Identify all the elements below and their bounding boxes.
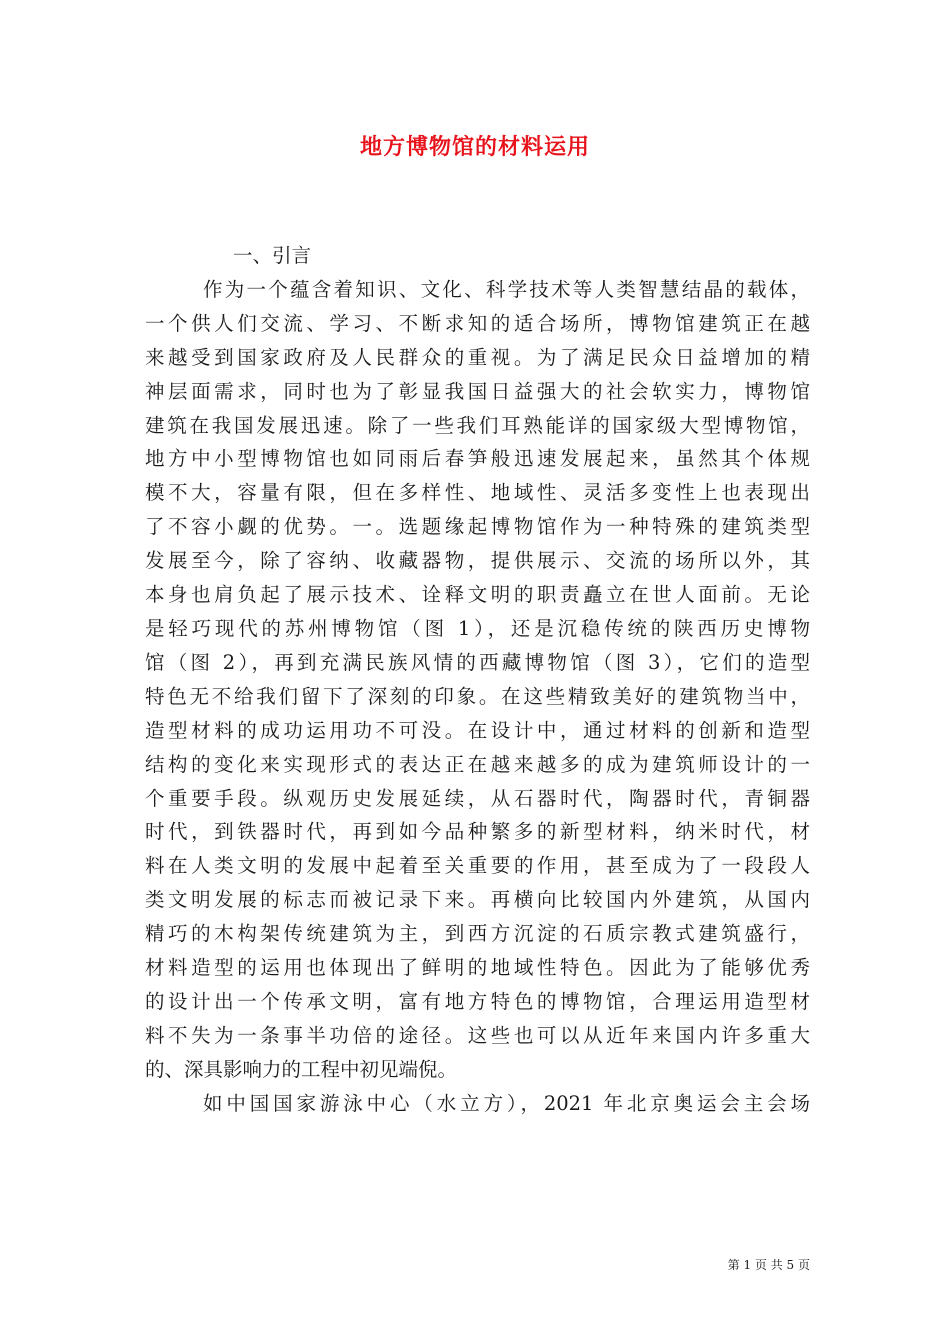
paragraph-line: 一个供人们交流、学习、不断求知的适合场所，博物馆建筑正在越 <box>145 311 810 335</box>
document-body <box>145 239 810 1121</box>
paragraph-line: 精巧的木构架传统建筑为主，到西方沉淀的石质宗教式建筑盛行， <box>145 922 810 946</box>
paragraph-line: 材料造型的运用也体现出了鲜明的地域性特色。因此为了能够优秀 <box>145 956 810 980</box>
paragraph-line: 模不大，容量有限，但在多样性、地域性、灵活多变性上也表现出 <box>145 481 810 505</box>
paragraph-next <box>145 1087 810 1121</box>
page-number: 第 1 页 共 5 页 <box>727 1258 810 1272</box>
paragraph-line: 料不失为一条事半功倍的途径。这些也可以从近年来国内许多重大 <box>145 1023 810 1047</box>
paragraph-intro <box>145 273 810 1087</box>
paragraph-line: 建筑在我国发展迅速。除了一些我们耳熟能详的国家级大型博物馆， <box>145 413 810 437</box>
paragraph-line: 了不容小觑的优势。一。选题缘起博物馆作为一种特殊的建筑类型 <box>145 515 810 539</box>
paragraph-line: 本身也肩负起了展示技术、诠释文明的职责矗立在世人面前。无论 <box>145 583 810 607</box>
paragraph-line: 地方中小型博物馆也如同雨后春笋般迅速发展起来，虽然其个体规 <box>145 447 810 471</box>
paragraph-line: 时代，到铁器时代，再到如今品种繁多的新型材料，纳米时代，材 <box>145 820 810 844</box>
section-heading: 一、引言 <box>233 244 312 267</box>
paragraph-line: 结构的变化来实现形式的表达正在越来越多的成为建筑师设计的一 <box>145 752 810 776</box>
paragraph-line: 作为一个蕴含着知识、文化、科学技术等人类智慧结晶的载体， <box>203 277 810 301</box>
paragraph-line: 特色无不给我们留下了深刻的印象。在这些精致美好的建筑物当中， <box>145 684 810 708</box>
paragraph-line: 神层面需求，同时也为了彰显我国日益强大的社会软实力，博物馆 <box>145 379 810 403</box>
paragraph-line: 类文明发展的标志而被记录下来。再横向比较国内外建筑，从国内 <box>145 888 810 912</box>
paragraph-line: 发展至今，除了容纳、收藏器物，提供展示、交流的场所以外，其 <box>145 549 810 573</box>
paragraph-line: 的、深具影响力的工程中初见端倪。 <box>145 1057 458 1081</box>
document-title: 地方博物馆的材料运用 <box>359 134 590 160</box>
paragraph-line: 造型材料的成功运用功不可没。在设计中，通过材料的创新和造型 <box>145 718 810 742</box>
paragraph-line: 的设计出一个传承文明，富有地方特色的博物馆，合理运用造型材 <box>145 989 810 1013</box>
paragraph-line: 是轻巧现代的苏州博物馆（图 1），还是沉稳传统的陕西历史博物 <box>145 616 810 640</box>
paragraph-line: 料在人类文明的发展中起着至关重要的作用，甚至成为了一段段人 <box>145 854 810 878</box>
paragraph-line: 馆（图 2），再到充满民族风情的西藏博物馆（图 3），它们的造型 <box>145 650 810 674</box>
paragraph-line: 如中国国家游泳中心（水立方），2021 年北京奥运会主会场 <box>203 1091 810 1115</box>
paragraph-line: 来越受到国家政府及人民群众的重视。为了满足民众日益增加的精 <box>145 345 810 369</box>
paragraph-line: 个重要手段。纵观历史发展延续，从石器时代，陶器时代，青铜器 <box>145 786 810 810</box>
